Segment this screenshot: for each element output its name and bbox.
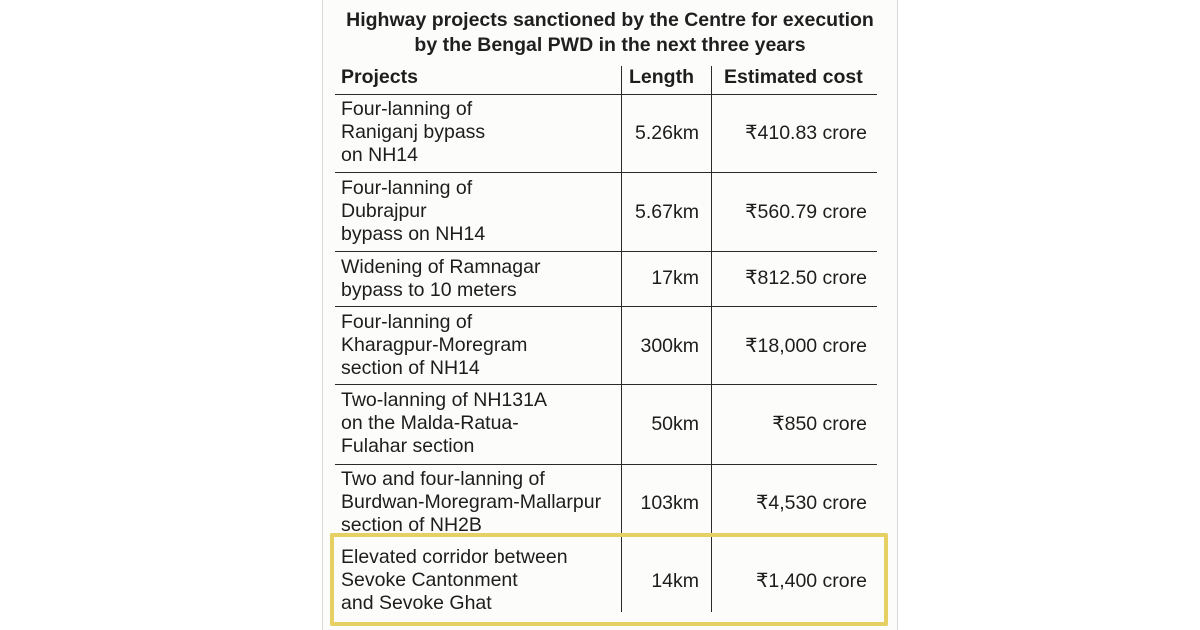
cost-cell: ₹410.83 crore	[745, 122, 867, 144]
project-cell: Widening of Ramnagar bypass to 10 meters	[341, 256, 541, 301]
column-header-length: Length	[629, 66, 694, 88]
cost-cell: ₹850 crore	[772, 413, 867, 435]
length-cell: 5.26km	[635, 122, 699, 144]
cost-cell: ₹812.50 crore	[745, 267, 867, 289]
row-rule	[335, 464, 877, 465]
length-cell: 17km	[651, 267, 699, 289]
project-cell: Two and four-lanning of Burdwan-Moregram-Mallarpur section of NH2B	[341, 468, 602, 536]
table-title-line-2: by the Bengal PWD in the next three years	[414, 34, 806, 56]
column-header-projects: Projects	[341, 66, 418, 88]
highlighted-row-box	[330, 533, 888, 626]
column-divider-2	[711, 66, 712, 612]
project-cell: Two-lanning of NH131A on the Malda-Ratua- Fulahar section	[341, 389, 547, 457]
length-cell: 103km	[640, 492, 699, 514]
length-cell: 14km	[651, 570, 699, 592]
row-rule	[335, 306, 877, 307]
length-cell: 300km	[640, 335, 699, 357]
cost-cell: ₹18,000 crore	[745, 335, 867, 357]
cost-cell: ₹1,400 crore	[755, 570, 867, 592]
cost-cell: ₹560.79 crore	[745, 201, 867, 223]
project-cell: Four-lanning of Kharagpur-Moregram section of NH14	[341, 311, 528, 379]
project-cell: Four-lanning of Dubrajpur bypass on NH14	[341, 177, 486, 245]
project-cell: Four-lanning of Raniganj bypass on NH14	[341, 98, 486, 166]
column-header-estimated-cost: Estimated cost	[724, 66, 863, 88]
row-rule	[335, 172, 877, 173]
length-cell: 50km	[651, 413, 699, 435]
cost-cell: ₹4,530 crore	[755, 492, 867, 514]
table-title-line-1: Highway projects sanctioned by the Centre for execution	[346, 9, 874, 31]
row-rule	[335, 94, 877, 95]
table-title	[323, 8, 897, 58]
length-cell: 5.67km	[635, 201, 699, 223]
row-rule	[335, 251, 877, 252]
project-cell: Elevated corridor between Sevoke Cantonment and Sevoke Ghat	[341, 546, 568, 614]
row-rule	[335, 384, 877, 385]
